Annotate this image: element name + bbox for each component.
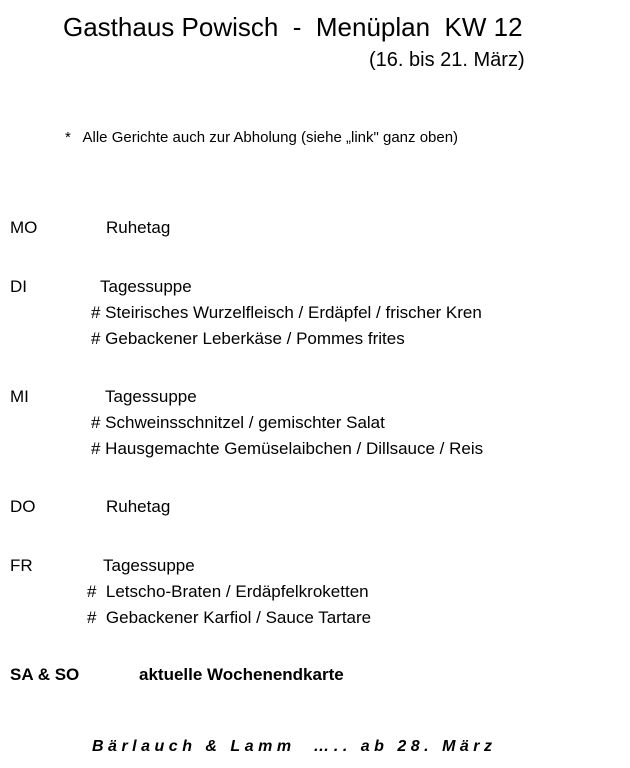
day-label-di: DI	[10, 277, 27, 296]
menu-line: Tagessuppe	[103, 556, 195, 575]
pickup-note: * Alle Gerichte auch zur Abholung (siehe „link" ganz oben)	[65, 129, 459, 146]
menu-line: Tagessuppe	[100, 277, 192, 296]
day-label-mi: MI	[10, 387, 29, 406]
menu-line: # Steirisches Wurzelfleisch / Erdäpfel / frischer Kren	[91, 303, 482, 322]
menu-line: # Letscho-Braten / Erdäpfelkroketten	[87, 582, 369, 601]
day-label-fr: FR	[10, 556, 33, 575]
day-label-mo: MO	[10, 218, 38, 237]
menu-line: # Gebackener Leberkäse / Pommes frites	[91, 329, 405, 348]
menu-line: # Hausgemachte Gemüselaibchen / Dillsauce / Reis	[91, 439, 484, 458]
page-title: Gasthaus Powisch - Menüplan KW 12	[63, 12, 523, 42]
menu-line: Ruhetag	[106, 497, 171, 516]
date-range: (16. bis 21. März)	[369, 49, 525, 71]
menu-line: Ruhetag	[106, 218, 171, 237]
day-label-do: DO	[10, 497, 36, 516]
weekend-text: aktuelle Wochenendkarte	[139, 665, 344, 684]
menu-line: # Schweinsschnitzel / gemischter Salat	[91, 413, 385, 432]
footer-announcement: Bärlauch & Lamm ….. ab 28. März	[92, 738, 497, 755]
menu-line: Tagessuppe	[105, 387, 197, 406]
menu-line: # Gebackener Karfiol / Sauce Tartare	[87, 608, 372, 627]
day-label-weekend: SA & SO	[10, 665, 80, 684]
